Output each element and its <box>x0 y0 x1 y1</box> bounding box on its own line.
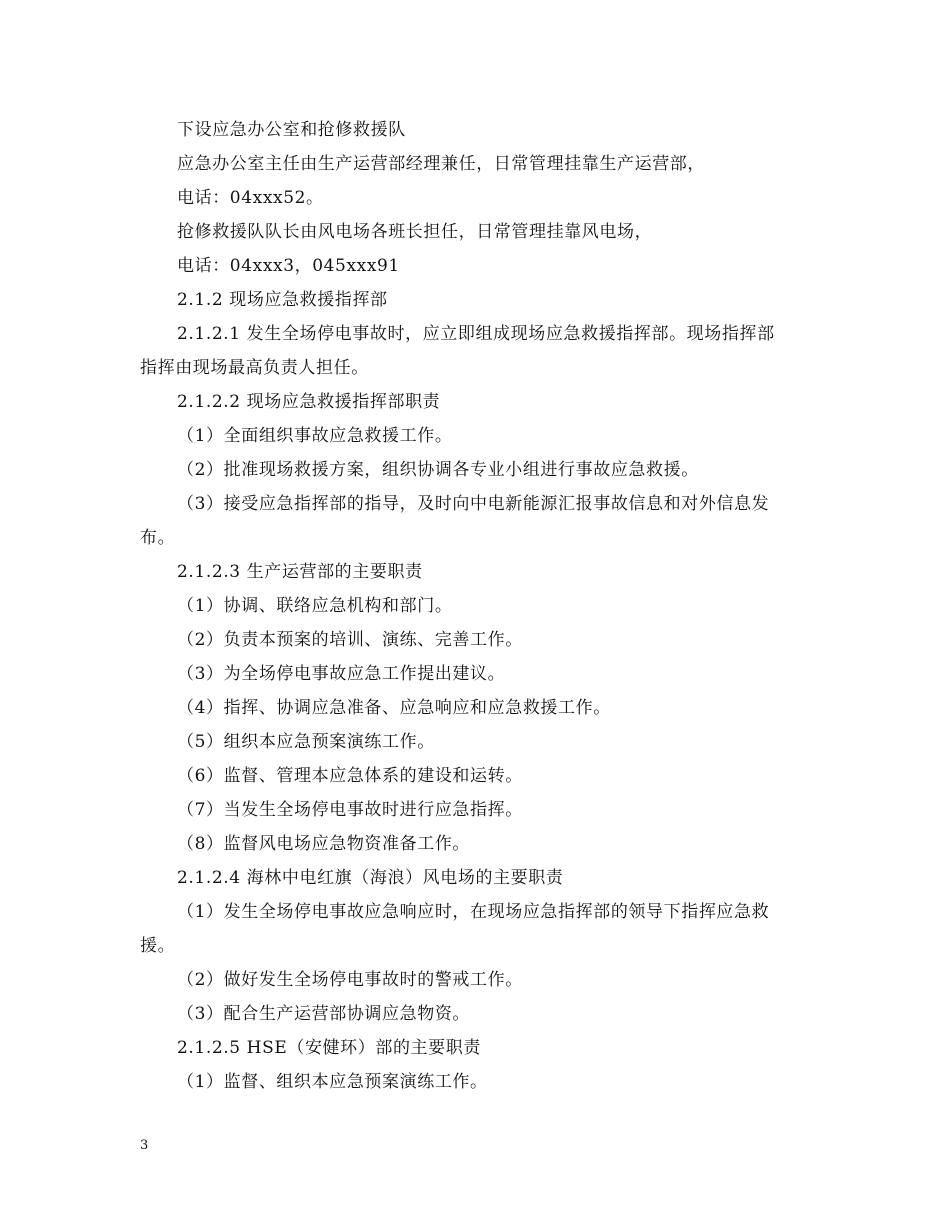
text-line: 指挥由现场最高负责人担任。 <box>140 358 369 378</box>
list-item: （1）协调、联络应急机构和部门。 <box>177 596 453 616</box>
section-heading: 2.1.2.5 HSE（安健环）部的主要职责 <box>177 1038 481 1058</box>
section-heading: 2.1.2.4 海林中电红旗（海浪）风电场的主要职责 <box>177 868 564 888</box>
text-line: 抢修救援队队长由风电场各班长担任，日常管理挂靠风电场， <box>177 222 653 242</box>
section-heading: 2.1.2.3 生产运营部的主要职责 <box>177 562 423 582</box>
list-item: （8）监督风电场应急物资准备工作。 <box>177 834 471 854</box>
list-item: （3）接受应急指挥部的指导，及时向中电新能源汇报事故信息和对外信息发 <box>177 494 770 514</box>
list-item: （2）批准现场救援方案，组织协调各专业小组进行事故应急救援。 <box>177 460 699 480</box>
text-line: 援。 <box>140 936 176 956</box>
text-line: 2.1.2.1 发生全场停电事故时，应立即组成现场应急救援指挥部。现场指挥部 <box>177 324 775 344</box>
text-line: 应急办公室主任由生产运营部经理兼任，日常管理挂靠生产运营部， <box>177 154 705 174</box>
text-line: 布。 <box>140 528 176 548</box>
list-item: （5）组织本应急预案演练工作。 <box>177 732 435 752</box>
list-item: （4）指挥、协调应急准备、应急响应和应急救援工作。 <box>177 698 611 718</box>
list-item: （1）发生全场停电事故应急响应时，在现场应急指挥部的领导下指挥应急救 <box>177 902 770 922</box>
page-number: 3 <box>140 1138 149 1153</box>
list-item: （3）为全场停电事故应急工作提出建议。 <box>177 664 506 684</box>
list-item: （6）监督、管理本应急体系的建设和运转。 <box>177 766 523 786</box>
section-heading: 2.1.2.2 现场应急救援指挥部职责 <box>177 392 441 412</box>
list-item: （1）监督、组织本应急预案演练工作。 <box>177 1072 488 1092</box>
list-item: （1）全面组织事故应急救援工作。 <box>177 426 453 446</box>
section-heading: 2.1.2 现场应急救援指挥部 <box>177 290 388 310</box>
list-item: （7）当发生全场停电事故时进行应急指挥。 <box>177 800 523 820</box>
list-item: （3）配合生产运营部协调应急物资。 <box>177 1004 471 1024</box>
list-item: （2）负责本预案的培训、演练、完善工作。 <box>177 630 523 650</box>
text-line: 电话：04xxx3，045xxx91 <box>177 256 400 276</box>
list-item: （2）做好发生全场停电事故时的警戒工作。 <box>177 970 523 990</box>
text-line: 下设应急办公室和抢修救援队 <box>177 120 406 140</box>
text-line: 电话：04xxx52。 <box>177 188 324 208</box>
